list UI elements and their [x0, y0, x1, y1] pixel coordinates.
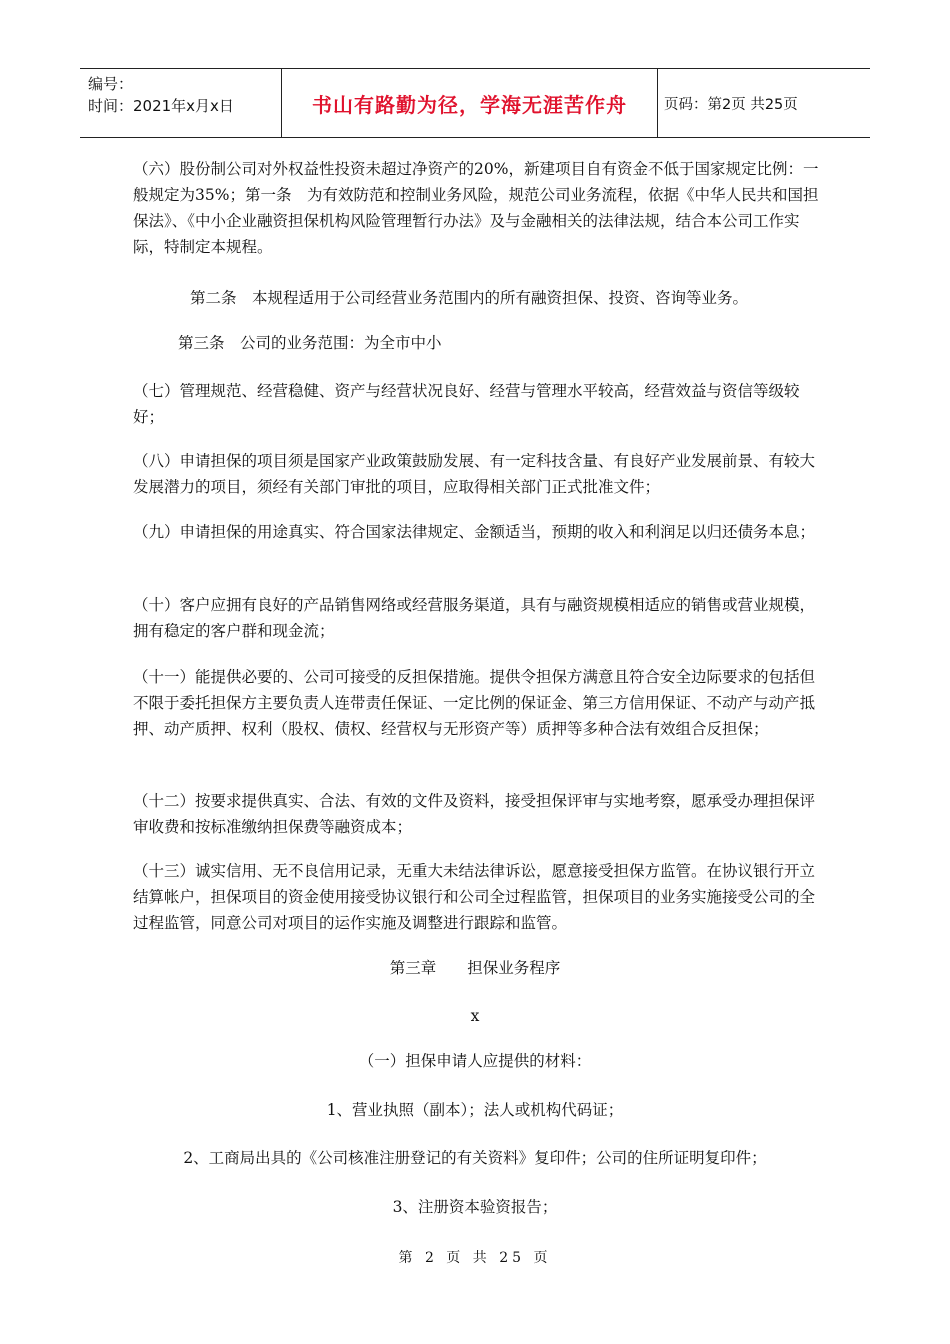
doc-date-label: 时间：2021年x月x日: [88, 97, 234, 115]
doc-number-label: 编号：: [88, 75, 134, 93]
paragraph-7: （七）管理规范、经营稳健、资产与经营状况良好、经营与管理水平较高，经营效益与资信等级较好；: [133, 382, 800, 426]
article-3: 第三条 公司的业务范围：为全市中小: [178, 334, 442, 352]
para-text: （六）股份制公司对外权益性投资未超过净资产的20%，新建项目自有资金不低于国家规定比例：一般规定为35%；第一条 为有效防范和控制业务风险，规范公司业务流程，依据《中华人民共和国担保法》、《中小企业融资担保机构风险管理暂行办法》及与金融相关的法律法规，结合本公司工作实际，特制定本规程。: [133, 160, 819, 256]
paragraph-8: （八）申请担保的项目须是国家产业政策鼓励发展、有一定科技含量、有良好产业发展前景、有较大发展潜力的项目，须经有关部门审批的项目，应取得相关部门正式批准文件；: [133, 452, 816, 496]
paragraph-10: （十）客户应拥有良好的产品销售网络或经营服务渠道，具有与融资规模相适应的销售或营业规模，拥有稳定的客户群和现金流；: [133, 596, 816, 640]
chapter-title: 第三章 担保业务程序: [389, 959, 561, 977]
item-2: 2、工商局出具的《公司核准注册登记的有关资料》复印件；公司的住所证明复印件；: [183, 1149, 767, 1167]
paragraph-13: （十三）诚实信用、无不良信用记录，无重大未结法律诉讼，愿意接受担保方监管。在协议银行开立结算帐户，担保项目的资金使用接受协议银行和公司全过程监管，担保项目的业务实施接受公司的全过程监管，同意公司对项目的运作实施及调整进行跟踪和监管。: [133, 862, 816, 932]
document-header: [80, 68, 870, 138]
item-3: 3、注册资本验资报告；: [392, 1198, 558, 1216]
article-2: 第二条 本规程适用于公司经营业务范围内的所有融资担保、投资、咨询等业务。: [190, 289, 749, 307]
page-footer: 第 2 页 共 25 页: [398, 1250, 552, 1266]
item-1: 1、营业执照（副本）；法人或机构代码证；: [326, 1101, 624, 1119]
placeholder-x: x: [470, 1007, 480, 1025]
header-motto: 书山有路勤为径，学海无涯苦作舟: [282, 69, 658, 137]
paragraph-9: （九）申请担保的用途真实、符合国家法律规定、金额适当，预期的收入和利润足以归还债务本息；: [133, 523, 816, 541]
section-1-title: （一）担保申请人应提供的材料：: [358, 1052, 592, 1070]
header-page-info: 页码：第2页 共25页: [664, 96, 798, 113]
paragraph-12: （十二）按要求提供真实、合法、有效的文件及资料，接受担保评审与实地考察，愿承受办理担保评审收费和按标准缴纳担保费等融资成本；: [133, 792, 816, 836]
header-meta: [80, 69, 282, 137]
paragraph-6: [133, 156, 823, 260]
paragraph-11: （十一）能提供必要的、公司可接受的反担保措施。提供令担保方满意且符合安全边际要求的包括但不限于委托担保方主要负责人连带责任保证、一定比例的保证金、第三方信用保证、不动产与动产抵押、动产质押、权利（股权、债权、经营权与无形资产等）质押等多种合法有效组合反担保；: [133, 668, 816, 738]
